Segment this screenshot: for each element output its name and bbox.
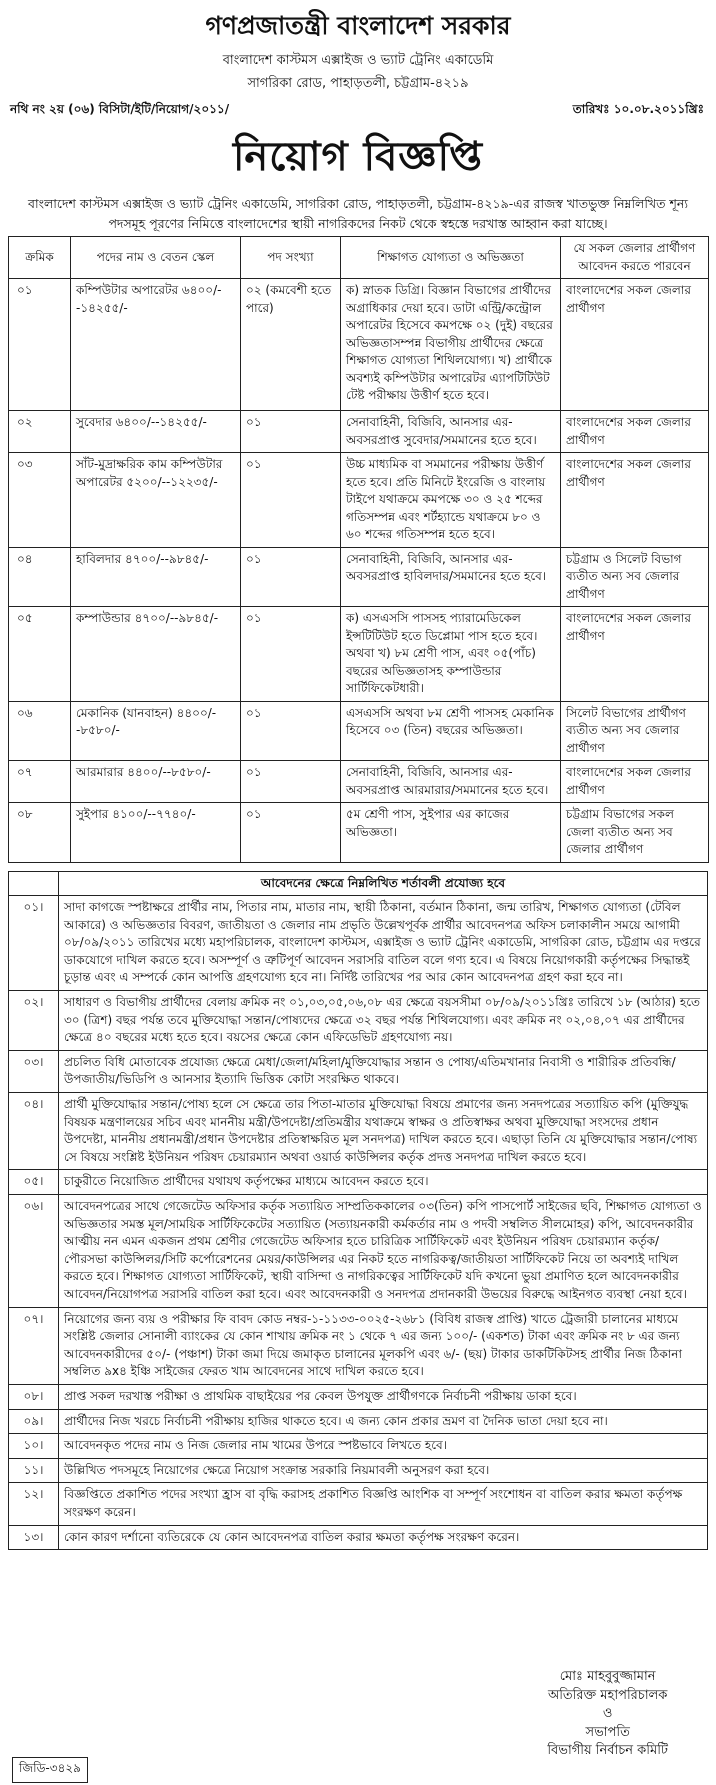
condition-text: সাধারণ ও বিভাগীয় প্রার্থীদের বেলায় ক্রমিক নং ০১,০৩,০৫,০৬,০৮ এর ক্ষেত্রে বয়সসীমা ০৮/০৯/২০১১খ্রিঃ তারিখে ১৮ (আঠার) হতে ৩০ (ত্রিশ) বছর পর্যন্ত তবে মুক্তিযোদ্ধা সন্তান/পোষ্যদের ক্ষেত্রে ৩২ বছর পর্যন্ত শিথিলযোগ্য। এবং ক্রমিক নং ০২,০৪,০৭ এর প্রার্থীদের ক্ষেত্রে ৪০ বছরের মধ্যে হতে হবে। বয়সের ক্ষেত্রে কোন এফিডেভিট গ্রহণযোগ্য নয়। <box>59 991 708 1051</box>
condition-item <box>9 1170 708 1195</box>
table-row <box>9 279 709 411</box>
row-count: ০১ <box>241 547 341 607</box>
reference-line <box>10 101 704 121</box>
academy-name: বাংলাদেশ কাস্টমস এক্সাইজ ও ভ্যাট ট্রেনিং একাডেমি <box>222 53 494 68</box>
row-count: ০১ <box>241 701 341 761</box>
condition-text: বিজ্ঞপ্তিতে প্রকাশিত পদের সংখ্যা হ্রাস বা বৃদ্ধি করাসহ প্রকাশিত বিজ্ঞপ্তি আংশিক বা সম্পূর্ণ সংশোধন বা বাতিল করার ক্ষমতা কর্তৃপক্ষ সংরক্ষণ করেন। <box>59 1483 708 1525</box>
condition-text: উল্লিখিত পদসমূহে নিয়োগের ক্ষেত্রে নিয়োগ সংক্রান্ত সরকারি নিয়মাবলী অনুসরণ করা হবে। <box>59 1458 708 1483</box>
row-district: বাংলাদেশের সকল জেলার প্রার্থীগণ <box>561 607 709 702</box>
table-row <box>9 701 709 761</box>
condition-number: ১৩। <box>9 1525 59 1550</box>
condition-item <box>9 1409 708 1434</box>
row-count: ০১ <box>241 453 341 548</box>
row-serial: ০১ <box>9 279 71 411</box>
signatory-and: ও <box>602 1706 613 1721</box>
table-row <box>9 803 709 863</box>
row-district: বাংলাদেশের সকল জেলার প্রার্থীগণ <box>561 279 709 411</box>
condition-number: ০২। <box>9 991 59 1051</box>
table-row <box>9 411 709 453</box>
row-count: ০১ <box>241 411 341 453</box>
signatory-name: মোঃ মাহবুবুজ্জামান <box>559 1669 656 1684</box>
row-post: সুবেদার ৬৪০০/--১৪২৫৫/- <box>71 411 241 453</box>
notice-title: নিয়োগ বিজ্ঞপ্তি <box>232 134 483 180</box>
memo-number: নথি নং ২য় (০৬) বিসিটা/ইটি/নিয়োগ/২০১১/ <box>10 102 230 116</box>
condition-item <box>9 1458 708 1483</box>
signatory-committee: বিভাগীয় নির্বাচন কমিটি <box>547 1743 668 1758</box>
conditions-heading: আবেদনের ক্ষেত্রে নিম্নলিখিত শর্তাবলী প্রযোজ্য হবে <box>59 871 708 896</box>
condition-text: প্রার্থীদের নিজ খরচে নির্বাচনী পরীক্ষায় হাজির থাকতে হবে। এ জন্য কোন প্রকার ভ্রমণ বা দৈনিক ভাতা দেয়া হবে না। <box>59 1409 708 1434</box>
row-qualification: ৫ম শ্রেণী পাস, সুইপার এর কাজের অভিজ্ঞতা। <box>341 803 561 863</box>
condition-number: ০৪। <box>9 1093 59 1170</box>
row-district: চট্টগ্রাম ও সিলেট বিভাগ ব্যতীত অন্য সব জেলার প্রার্থীগণ <box>561 547 709 607</box>
row-qualification: সেনাবাহিনী, বিজিবি, আনসার এর- অবসরপ্রাপ্ত সুবেদার/সমমানের হতে হবে। <box>341 411 561 453</box>
row-serial: ০৩ <box>9 453 71 548</box>
condition-text: প্রচলিত বিধি মোতাবেক প্রযোজ্য ক্ষেত্রে মেধা/জেলা/মহিলা/মুক্তিযোদ্ধার সন্তান ও পোষ্য/এতিমখানার নিবাসী ও শারীরিক প্রতিবন্ধি/উপজাতীয়/ভিডিপি ও আনসার ইত্যাদি ভিত্তিক কোটা সংরক্ষিত থাকবে। <box>59 1050 708 1092</box>
table-row <box>9 453 709 548</box>
condition-item <box>9 1050 708 1092</box>
notice-page <box>8 0 708 1785</box>
condition-number: ০৯। <box>9 1409 59 1434</box>
condition-text: প্রাপ্ত সকল দরখাস্ত পরীক্ষা ও প্রাথমিক বাছাইয়ের পর কেবল উপযুক্ত প্রার্থীগণকে নির্বাচনী পরীক্ষায় ডাকা হবে। <box>59 1384 708 1409</box>
col-header-count: পদ সংখ্যা <box>241 237 341 279</box>
col-header-post: পদের নাম ও বেতন স্কেল <box>71 237 241 279</box>
condition-text: নিয়োগের জন্য ব্যয় ও পরীক্ষার ফি বাবদ কোড নম্বর-১-১১৩৩-০০২৫-২৬৮১ (বিবিধ রাজস্ব প্রাপ্তি) খাতে ট্রেজারী চালানের মাধ্যমে সংশ্লিষ্ট জেলার সোনালী ব্যাংকের যে কোন শাখায় ক্রমিক নং ১ থেকে ৭ এর জন্য ১০০/- (একশত) টাকা এবং ক্রমিক নং ৮ এর জন্য আবেদনকারীদের ৫০/- (পঞ্চাশ) টাকা জমা দিয়ে জমাকৃত চালানের মূলকপি এবং ৬/- (ছয়) টাকার ডাকটিকিটসহ প্রার্থীর নিজ ঠিকানা সম্বলিত ৯x৪ ইঞ্চি সাইজের ফেরত খাম আবেদনের সাথে দাখিল করতে হবে। <box>59 1307 708 1384</box>
condition-item <box>9 1195 708 1308</box>
row-district: বাংলাদেশের সকল জেলার প্রার্থীগণ <box>561 453 709 548</box>
condition-text: আবেদনপত্রের সাথে গেজেটেড অফিসার কর্তৃক সত্যায়িত সাম্প্রতিককালের ০৩(তিন) কপি পাসপোর্ট সাইজের ছবি, শিক্ষাগত যোগ্যতা ও অভিজ্ঞতার সমস্ত মূল/সাময়িক সার্টিফিকেটের সত্যায়িত (সত্যায়নকারী কর্মকর্তার নাম ও পদবী সম্বলিত সীলমোহর) কপি, আবেদনকারীর আত্মীয় নন এমন একজন প্রথম শ্রেণীর গেজেটেড অফিসার হতে চারিত্রিক সার্টিফিকেট এবং ইউনিয়ন পরিষদ চেয়ারম্যান কর্তৃক/পৌরসভা কাউন্সিলর/সিটি কর্পোরেশনের মেয়র/কাউন্সিলর এর নিকট হতে নাগরিকত্ব/জাতীয়তা সার্টিফিকেট নিয়ে তা অবশ্যই দাখিল করতে হবে। শিক্ষাগত যোগ্যতা সার্টিফিকেট, স্থায়ী বাসিন্দা ও নাগরিকত্বের সার্টিফিকেট যদি কখনো ভুয়া প্রমাণিত হলে আবেদনকারীর আবেদন/নিয়োগপত্র সরাসরি বাতিল করা হবে। এবং আবেদনকারী ও সনদপত্র প্রদানকারী উভয়ের বিরুদ্ধে আইনগত ব্যবস্থা নেয়া হবে। <box>59 1195 708 1308</box>
row-serial: ০৮ <box>9 803 71 863</box>
condition-text: কোন কারণ দর্শানো ব্যতিরেকে যে কোন আবেদনপত্র বাতিল করার ক্ষমতা কর্তৃপক্ষ সংরক্ষণ করেন। <box>59 1525 708 1550</box>
row-post: কম্পিউটার অপারেটর ৬৪০০/--১৪২৫৫/- <box>71 279 241 411</box>
condition-number: ০১। <box>9 896 59 991</box>
posts-table <box>8 236 709 863</box>
condition-text: আবেদনকৃত পদের নাম ও নিজ জেলার নাম খামের উপরে স্পষ্টভাবে লিখতে হবে। <box>59 1434 708 1459</box>
row-serial: ০৫ <box>9 607 71 702</box>
condition-number: ১২। <box>9 1483 59 1525</box>
row-qualification: সেনাবাহিনী, বিজিবি, আনসার এর- অবসরপ্রাপ্ত আরমারার/সমমানের হতে হবে। <box>341 761 561 803</box>
row-post: আরমারার ৪৪০০/--৮৫৮০/- <box>71 761 241 803</box>
row-count: ০১ <box>241 607 341 702</box>
conditions-heading-row <box>9 871 708 896</box>
conditions-heading-spacer <box>9 871 59 896</box>
condition-number: ০৫। <box>9 1170 59 1195</box>
row-count: ০২ (কমবেশী হতে পারে) <box>241 279 341 411</box>
col-header-serial: ক্রমিক <box>9 237 71 279</box>
condition-item <box>9 991 708 1051</box>
table-row <box>9 607 709 702</box>
condition-number: ০৭। <box>9 1307 59 1384</box>
row-post: মেকানিক (যানবাহন) ৪৪০০/--৮৫৮০/- <box>71 701 241 761</box>
row-post: সুইপার ৪১০০/--৭৭৪০/- <box>71 803 241 863</box>
row-post: সাঁট-মুদ্রাক্ষরিক কাম কম্পিউটার অপারেটর ৫২০০/--১২২৩৫/- <box>71 453 241 548</box>
row-qualification: উচ্চ মাধ্যমিক বা সমমানের পরীক্ষায় উত্তীর্ণ হতে হবে। প্রতি মিনিটে ইংরেজি ও বাংলায় টাইপে যথাক্রমে কমপক্ষে ৩০ ও ২৫ শব্দের গতিসম্পন্ন এবং শর্টহ্যান্ডে যথাক্রমে ৮০ ও ৬০ শব্দের গতিসম্পন্ন হতে হবে। <box>341 453 561 548</box>
row-district: চট্টগ্রাম বিভাগের সকল জেলা ব্যতীত অন্য সব জেলার প্রার্থীগণ <box>561 803 709 863</box>
table-row <box>9 547 709 607</box>
condition-item <box>9 1483 708 1525</box>
condition-number: ১১। <box>9 1458 59 1483</box>
row-serial: ০৬ <box>9 701 71 761</box>
conditions-table <box>8 871 708 1551</box>
condition-number: ০৩। <box>9 1050 59 1092</box>
row-qualification: এসএসসি অথবা ৮ম শ্রেণী পাসসহ মেকানিক হিসেবে ০৩ (তিন) বছরের অভিজ্ঞতা। <box>341 701 561 761</box>
academy-address: সাগরিকা রোড, পাহাড়তলী, চট্টগ্রাম-৪২১৯ <box>247 76 469 91</box>
notice-date: তারিখঃ ১০.০৮.২০১১খ্রিঃ <box>572 102 704 116</box>
row-serial: ০৭ <box>9 761 71 803</box>
row-qualification: ক) এসএসসি পাসসহ প্যারামেডিকেল ইন্সটিটিউট হতে ডিপ্লোমা পাস হতে হবে। অথবা খ) ৮ম শ্রেণী পাস, এবং ০৫(পাঁচ) বছরের অভিজ্ঞতাসহ কম্পাউন্ডার সার্টিফিকেটধারী। <box>341 607 561 702</box>
table-header-row <box>9 237 709 279</box>
row-count: ০১ <box>241 803 341 863</box>
signatory-role: সভাপতি <box>585 1724 630 1740</box>
condition-number: ০৬। <box>9 1195 59 1308</box>
signature-block <box>547 1668 668 1761</box>
header <box>8 0 708 95</box>
row-count: ০১ <box>241 761 341 803</box>
gd-number: জিডি-৩৪২৯ <box>12 1757 88 1783</box>
condition-item <box>9 1093 708 1170</box>
row-qualification: ক) স্নাতক ডিগ্রি। বিজ্ঞান বিভাগের প্রার্থীদের অগ্রাধিকার দেয়া হবে। ডাটা এন্ট্রি/কন্ট্রোল অপারেটর হিসেবে কমপক্ষে ০২ (দুই) বছরের অভিজ্ঞতাসম্পন্ন বিভাগীয় প্রার্থীদের ক্ষেত্রে শিক্ষাগত যোগ্যতা শিথিলযোগ্য। খ) প্রার্থীকে অবশ্যই কম্পিউটার অপারেটর এ্যাপটিটিউট টেষ্ট পরীক্ষায় উত্তীর্ণ হতে হবে। <box>341 279 561 411</box>
condition-item <box>9 1525 708 1550</box>
row-district: সিলেট বিভাগের প্রার্থীগণ ব্যতীত অন্য সব জেলার প্রার্থীগণ <box>561 701 709 761</box>
row-post: হাবিলদার ৪৭০০/--৯৮৪৫/- <box>71 547 241 607</box>
row-district: বাংলাদেশের সকল জেলার প্রার্থীগণ <box>561 761 709 803</box>
table-row <box>9 761 709 803</box>
row-district: বাংলাদেশের সকল জেলার প্রার্থীগণ <box>561 411 709 453</box>
condition-text: চাকুরীতে নিয়োজিত প্রার্থীদের যথাযথ কর্তৃপক্ষের মাধ্যমে আবেদন করতে হবে। <box>59 1170 708 1195</box>
condition-number: ০৮। <box>9 1384 59 1409</box>
condition-item <box>9 1434 708 1459</box>
condition-text: প্রার্থী মুক্তিযোদ্ধার সন্তান/পোষ্য হলে সে ক্ষেত্রে তার পিতা-মাতার মুক্তিযোদ্ধা বিষয়ে প্রমাণের জন্য সনদপত্রের সত্যায়িত কপি (মুক্তিযুদ্ধ বিষয়ক মন্ত্রণালয়ের সচিব এবং মাননীয় মন্ত্রী/উপদেষ্টা/প্রতিমন্ত্রীর যথাক্রমে স্বাক্ষর ও প্রতিস্বাক্ষর অথবা মুক্তিযোদ্ধা সংসদের প্রধান উপদেষ্টা, মাননীয় প্রধানমন্ত্রী/প্রধান উপদেষ্টার প্রতিস্বাক্ষরিত মূল সনদপত্র) দাখিল করতে হবে। এছাড়া তিনি যে মুক্তিযোদ্ধার সন্তান/পোষ্য সে বিষয়ে সংশ্লিষ্ট ইউনিয়ন পরিষদ চেয়ারম্যান অথবা ওয়ার্ড কাউন্সিলর কর্তৃক প্রদত্ত সনদপত্র দাখিল করতে হবে। <box>59 1093 708 1170</box>
govt-title: গণপ্রজাতন্ত্রী বাংলাদেশ সরকার <box>205 11 511 40</box>
intro-paragraph: বাংলাদেশ কাস্টমস এক্সাইজ ও ভ্যাট ট্রেনিং একাডেমি, সাগরিকা রোড, পাহাড়তলী, চট্টগ্রাম-৪২১৯-এর রাজস্ব খাতভুক্ত নিম্নলিখিত শূন্য পদসমূহ পূরণের নিমিত্তে বাংলাদেশের স্থায়ী নাগরিকদের নিকট থেকে স্বহস্তে দরখাস্ত আহ্বান করা যাচ্ছে। <box>28 196 688 231</box>
row-post: কম্পাউন্ডার ৪৭০০/--৯৮৪৫/- <box>71 607 241 702</box>
condition-number: ১০। <box>9 1434 59 1459</box>
row-qualification: সেনাবাহিনী, বিজিবি, আনসার এর- অবসরপ্রাপ্ত হাবিলদার/সমমানের হতে হবে। <box>341 547 561 607</box>
col-header-qualification: শিক্ষাগত যোগ্যতা ও অভিজ্ঞতা <box>341 237 561 279</box>
condition-text: সাদা কাগজে স্পষ্টাক্ষরে প্রার্থীর নাম, পিতার নাম, মাতার নাম, স্থায়ী ঠিকানা, বর্তমান ঠিকানা, জন্ম তারিখ, শিক্ষাগত যোগ্যতা (টেবিল আকারে) ও অভিজ্ঞতার বিবরণ, জাতীয়তা ও জেলার নাম প্রভৃতি উল্লেখপূর্বক প্রার্থীর আবেদনপত্র অফিস চলাকালীন সময়ে আগামী ০৮/০৯/২০১১ তারিখের মধ্যে মহাপরিচালক, বাংলাদেশ কাস্টমস, এক্সাইজ ও ভ্যাট ট্রেনিং একাডেমি, সাগরিকা রোড, চট্টগ্রাম এর দপ্তরে ডাকযোগে দাখিল করতে হবে। অসম্পূর্ণ ও ত্রুটিপূর্ণ আবেদন সরাসরি বাতিল বলে গণ্য হবে। এ বিষয়ে নিয়োগকারী কর্তৃপক্ষের সিদ্ধান্তই চূড়ান্ত এবং এ সম্পর্কে কোন আপত্তি গ্রহণযোগ্য হবে না। নির্দিষ্ট তারিখের পর আর কোন আবেদনপত্র গ্রহণ করা হবে না। <box>59 896 708 991</box>
condition-item <box>9 896 708 991</box>
row-serial: ০৪ <box>9 547 71 607</box>
condition-item <box>9 1307 708 1384</box>
row-serial: ০২ <box>9 411 71 453</box>
col-header-district: যে সকল জেলার প্রার্থীগণ আবেদন করতে পারবেন <box>561 237 709 279</box>
condition-item <box>9 1384 708 1409</box>
signatory-designation: অতিরিক্ত মহাপরিচালক <box>547 1687 668 1703</box>
